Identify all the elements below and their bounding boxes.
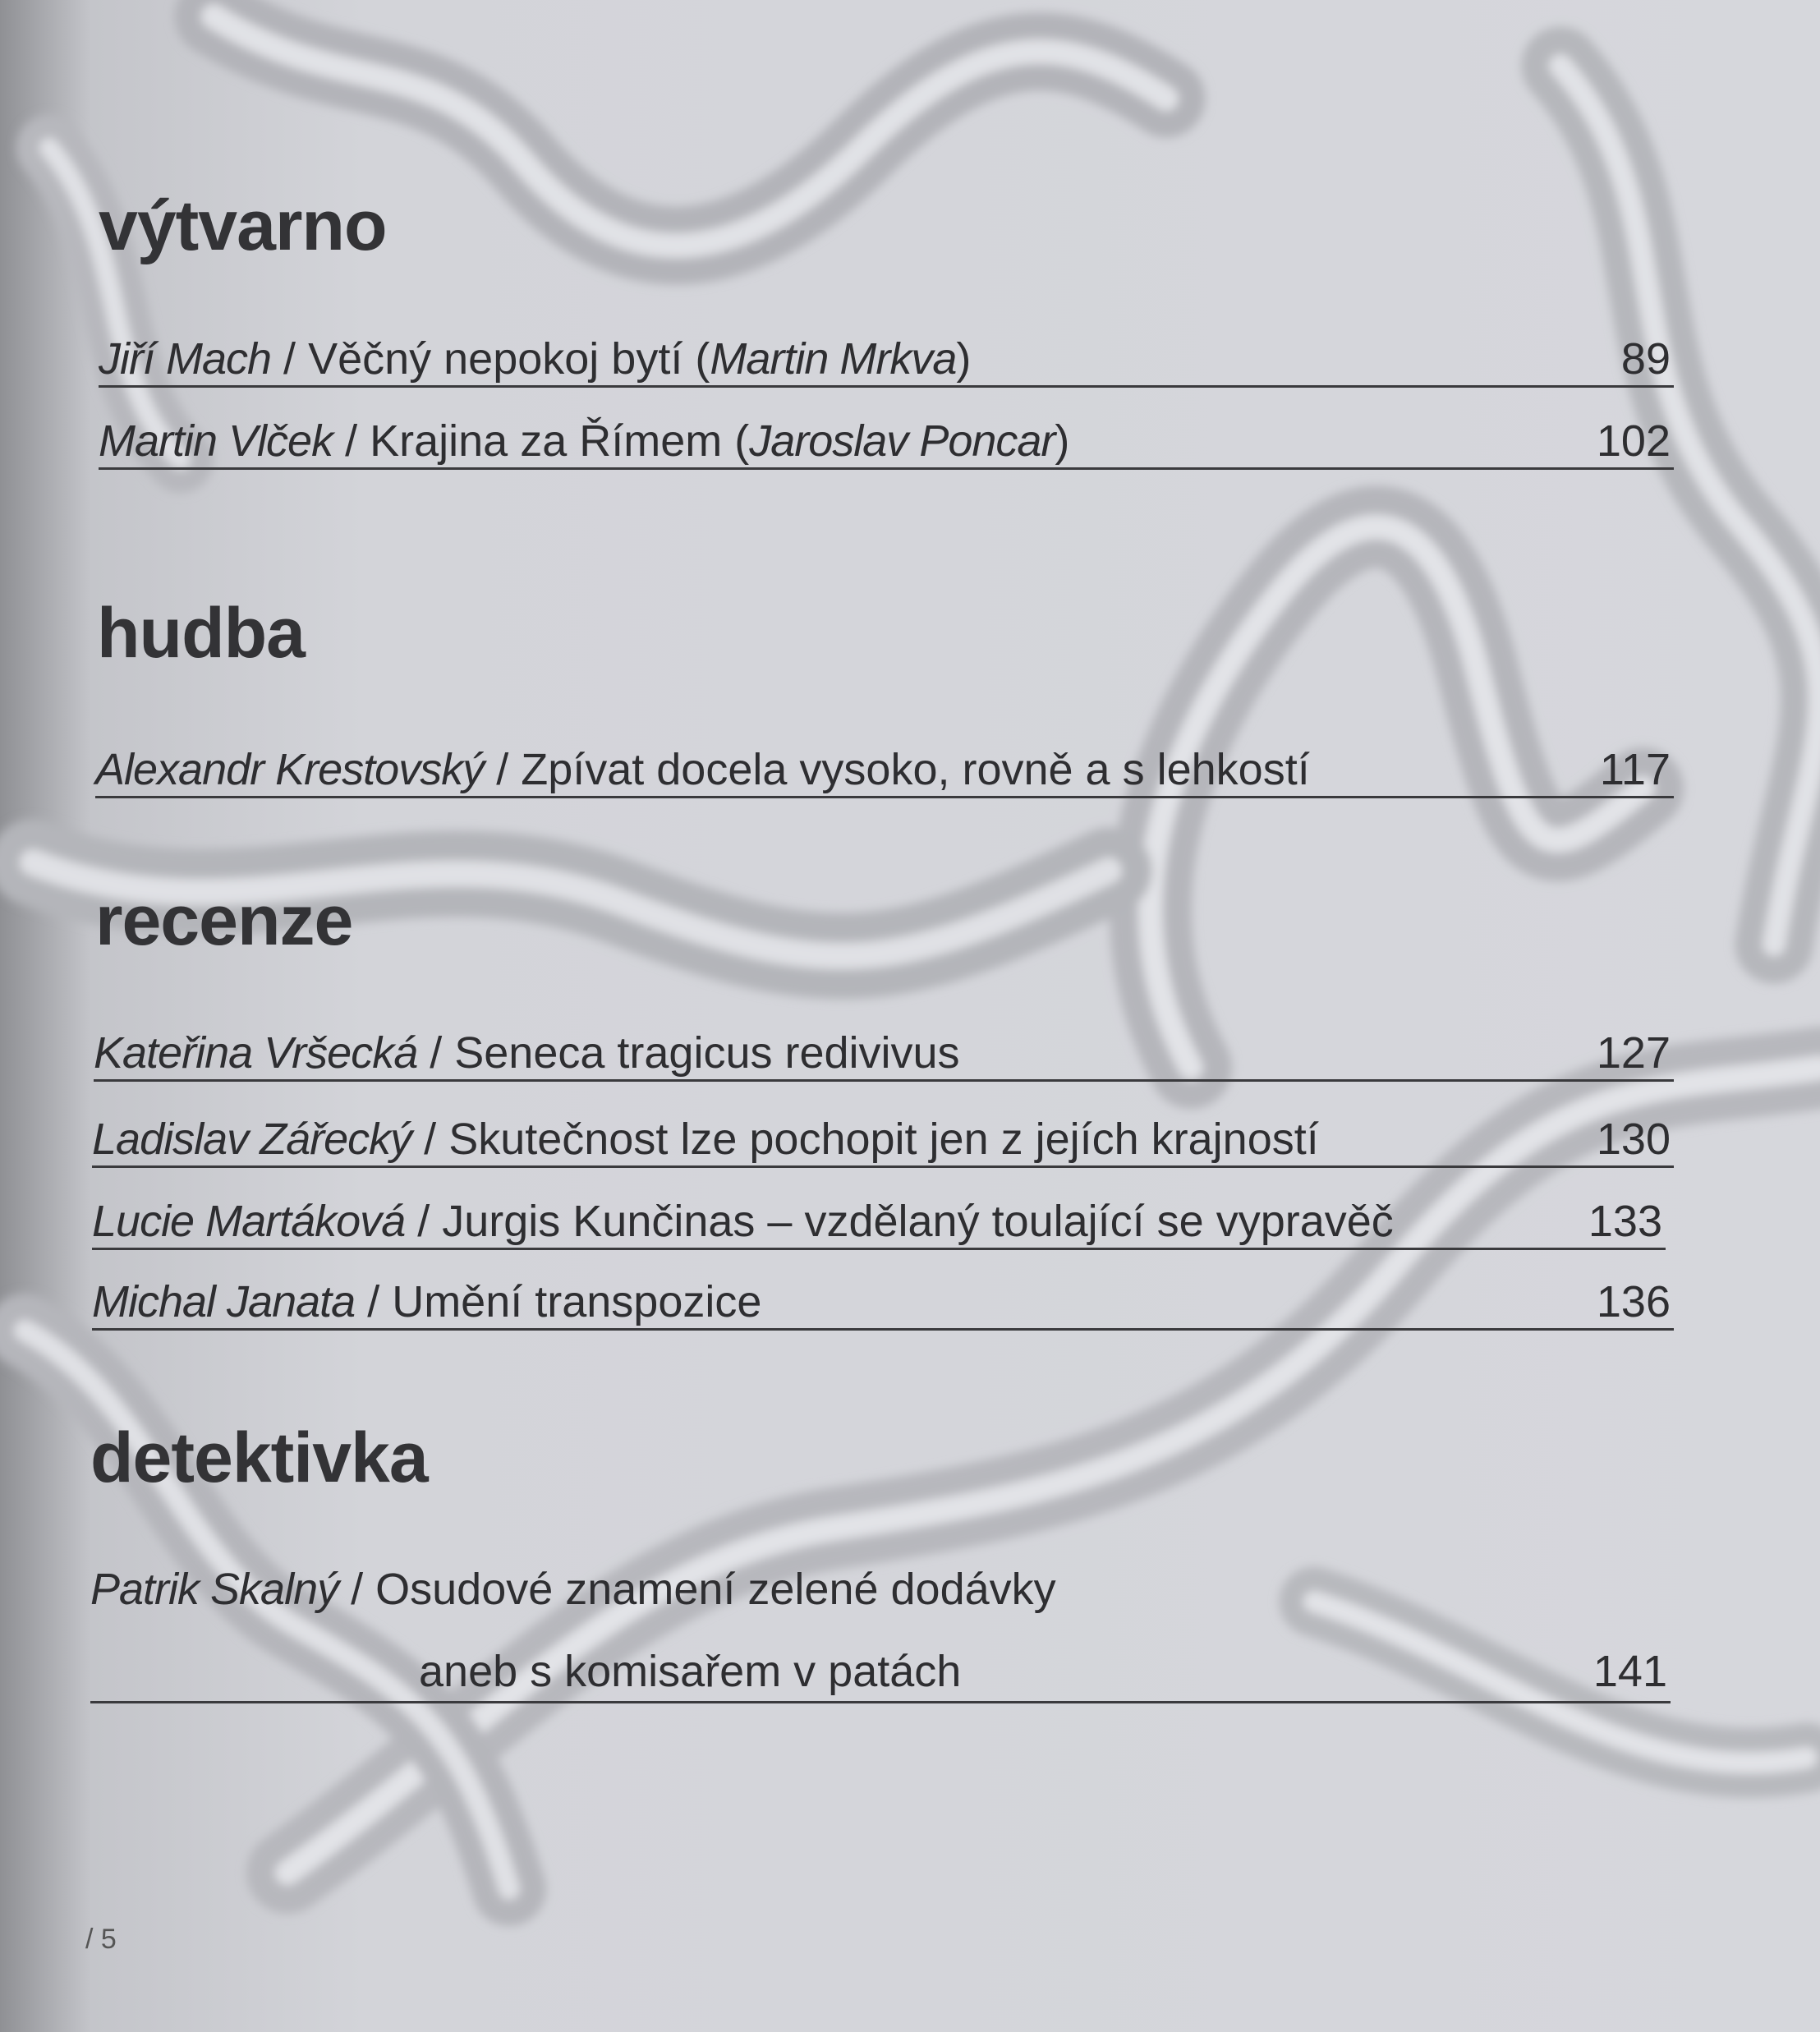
entry-author: Michal Janata — [92, 1277, 356, 1326]
entry-author: Kateřina Vršecká — [94, 1028, 418, 1078]
entry-page-number: 141 — [1592, 1647, 1667, 1696]
entry-title-close: ) — [1055, 416, 1070, 466]
page-number: / 5 — [85, 1924, 117, 1955]
section-title-vytvarno: výtvarno — [99, 186, 387, 265]
toc-entry — [92, 1113, 1674, 1168]
toc-entry — [92, 1195, 1666, 1250]
entry-author: Patrik Skalný — [90, 1565, 339, 1614]
entry-title: Skutečnost lze pochopit jen z jejích krajností — [448, 1115, 1319, 1164]
entry-page-number: 136 — [1596, 1277, 1671, 1326]
entry-separator: / — [411, 1115, 449, 1164]
entry-page-number: 89 — [1620, 334, 1671, 384]
entry-separator: / — [338, 1565, 376, 1614]
entry-author: Ladislav Zářecký — [92, 1115, 412, 1164]
entry-separator: / — [355, 1277, 393, 1326]
toc-entry — [99, 415, 1674, 470]
toc-entry — [90, 1563, 1671, 1703]
toc-entry — [95, 743, 1674, 798]
toc-entry — [99, 333, 1674, 388]
entry-separator: / — [405, 1197, 443, 1246]
entry-subject: Jaroslav Poncar — [749, 416, 1055, 466]
entry-page-number: 130 — [1596, 1115, 1671, 1164]
entry-separator: / — [484, 745, 522, 794]
entry-separator: / — [333, 416, 370, 466]
entry-page-number: 117 — [1599, 745, 1671, 794]
entry-title: Věčný nepokoj bytí ( — [308, 334, 710, 384]
entry-title-close: ) — [956, 334, 972, 384]
entry-page-number: 133 — [1588, 1197, 1662, 1246]
entry-separator: / — [417, 1028, 455, 1078]
entry-page-number: 127 — [1596, 1028, 1671, 1078]
entry-title: Krajina za Římem ( — [370, 416, 750, 466]
toc-entry — [92, 1276, 1674, 1331]
entry-title-continuation: aneb s komisařem v patách — [419, 1647, 962, 1696]
entry-title: Jurgis Kunčinas – vzdělaný toulající se vypravěč — [442, 1197, 1394, 1246]
section-title-detektivka: detektivka — [90, 1418, 428, 1497]
entry-page-number: 102 — [1596, 416, 1671, 466]
entry-subject: Martin Mrkva — [710, 334, 957, 384]
entry-title: Seneca tragicus redivivus — [454, 1028, 960, 1078]
entry-title: Zpívat docela vysoko, rovně a s lehkostí — [521, 745, 1310, 794]
entry-author: Jiří Mach — [99, 334, 272, 384]
entry-title: Umění transpozice — [392, 1277, 762, 1326]
entry-title: Osudové znamení zelené dodávky — [375, 1565, 1056, 1614]
section-title-recenze: recenze — [95, 881, 353, 960]
entry-author: Martin Vlček — [99, 416, 333, 466]
entry-separator: / — [271, 334, 309, 384]
section-title-hudba: hudba — [97, 594, 305, 673]
entry-author: Lucie Martáková — [92, 1197, 406, 1246]
entry-author: Alexandr Krestovský — [95, 745, 485, 794]
toc-entry — [94, 1027, 1674, 1082]
entry-line-1 — [90, 1563, 1056, 1616]
